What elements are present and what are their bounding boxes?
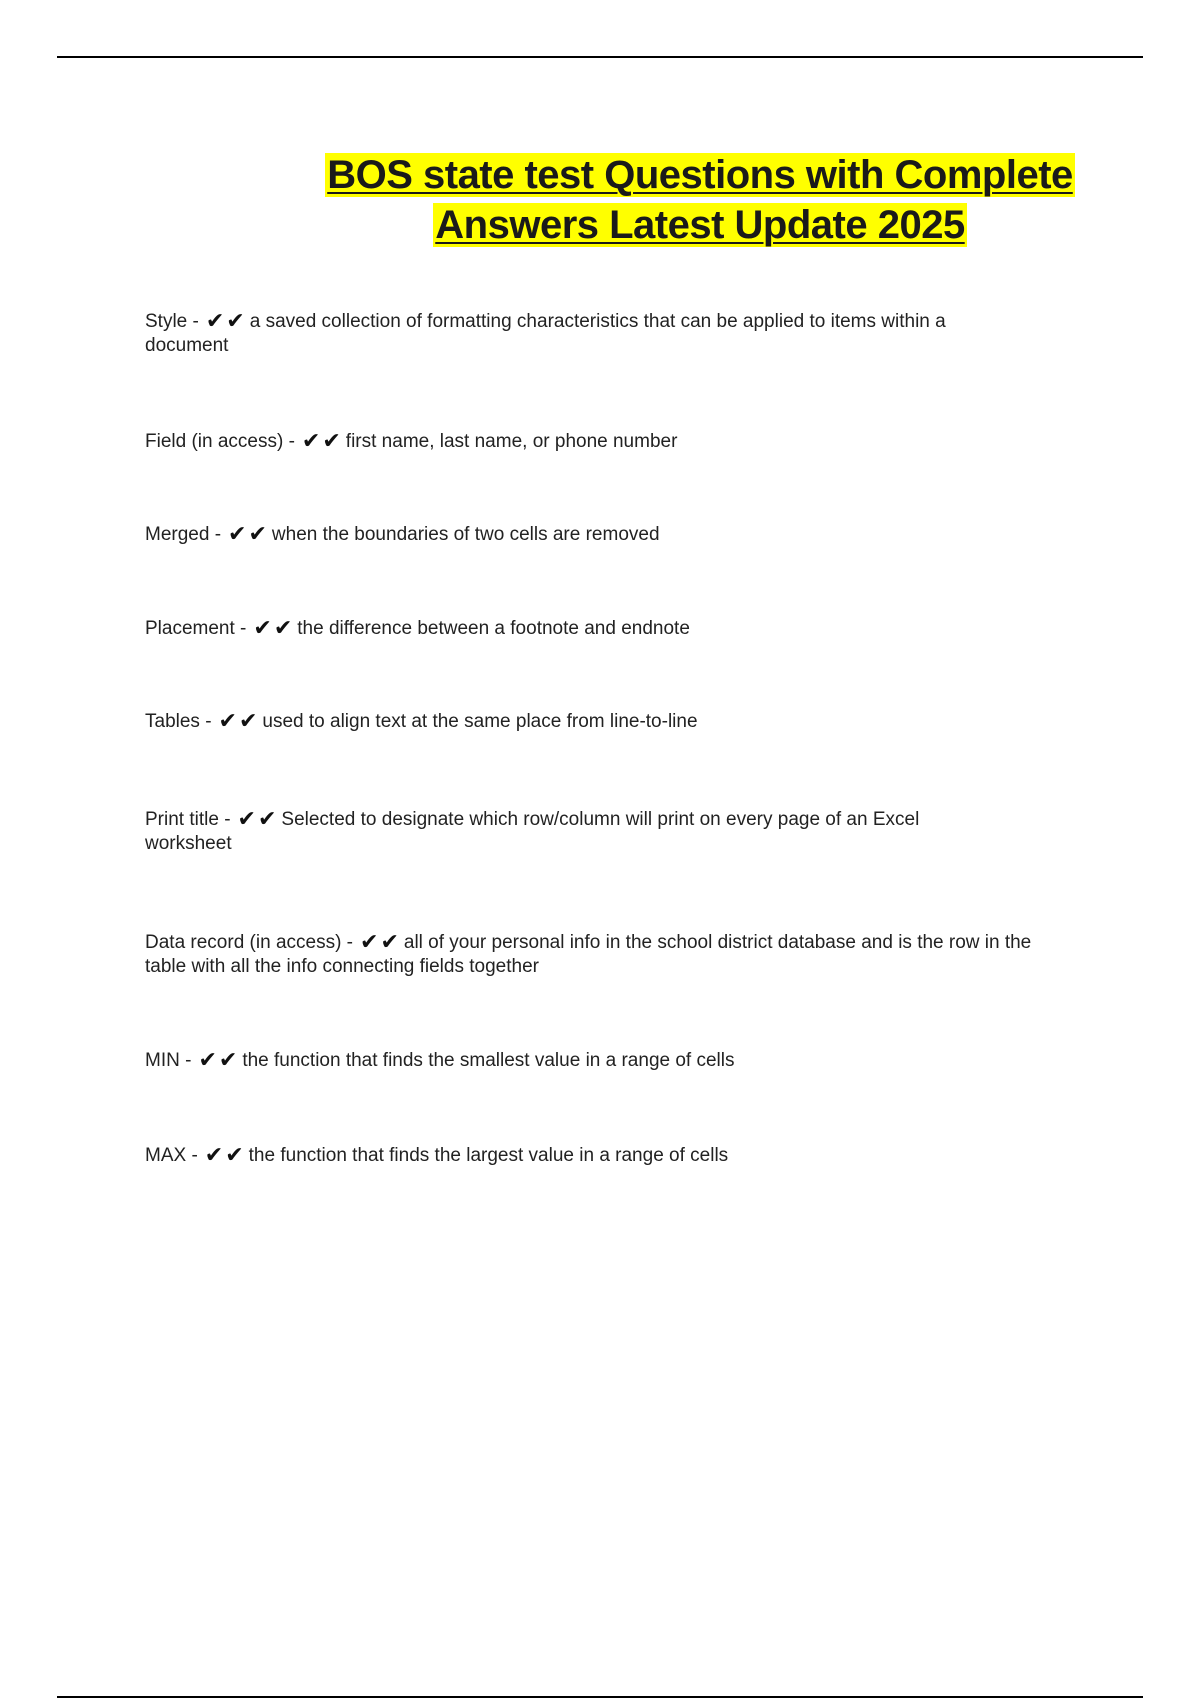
entry-tables bbox=[145, 710, 1065, 734]
check-icon: ✔ bbox=[380, 929, 399, 954]
entry-term: MIN - bbox=[145, 1050, 192, 1071]
entry-print-title bbox=[145, 808, 975, 856]
check-icon: ✔ bbox=[218, 1047, 238, 1072]
entry-term: Data record (in access) - bbox=[145, 932, 354, 953]
check-icon: ✔ bbox=[257, 806, 277, 831]
top-divider bbox=[57, 56, 1143, 58]
check-icon: ✔ bbox=[225, 1142, 244, 1167]
entry-term: Style - bbox=[145, 311, 199, 332]
check-icon: ✔ bbox=[226, 308, 245, 333]
entry-data-record bbox=[145, 931, 1075, 979]
check-icon: ✔ bbox=[228, 521, 247, 546]
bottom-divider bbox=[57, 1696, 1143, 1698]
entry-max bbox=[145, 1144, 1065, 1168]
title-line-2: Answers Latest Update 2025 bbox=[435, 203, 965, 247]
entry-term: Tables - bbox=[145, 711, 212, 732]
entry-merged bbox=[145, 523, 1065, 547]
entry-placement bbox=[145, 617, 1065, 641]
title-line-1: BOS state test Questions with Complete bbox=[327, 153, 1073, 197]
entry-definition: the function that finds the smallest value in a range of cells bbox=[242, 1050, 735, 1071]
check-icon: ✔ bbox=[237, 806, 256, 831]
entry-term: Placement - bbox=[145, 618, 247, 639]
entry-min bbox=[145, 1049, 1065, 1073]
check-icon: ✔ bbox=[253, 615, 272, 640]
entry-definition: the function that finds the largest value in a range of cells bbox=[248, 1145, 729, 1166]
entry-definition: used to align text at the same place from line-to-line bbox=[262, 711, 698, 732]
entry-term: Field (in access) - bbox=[145, 431, 295, 452]
check-icon: ✔ bbox=[301, 428, 321, 453]
entry-definition: when the boundaries of two cells are removed bbox=[271, 524, 660, 545]
entry-definition: first name, last name, or phone number bbox=[345, 431, 678, 452]
check-icon: ✔ bbox=[218, 708, 237, 733]
check-icon: ✔ bbox=[204, 1142, 224, 1167]
entry-style bbox=[145, 310, 1025, 358]
check-icon: ✔ bbox=[248, 521, 267, 546]
entry-term: Merged - bbox=[145, 524, 222, 545]
entry-definition: Selected to designate which row/column will print on every page of an Excel worksheet bbox=[145, 809, 920, 854]
entry-field bbox=[145, 430, 1065, 454]
entry-definition: the difference between a footnote and endnote bbox=[297, 618, 690, 639]
check-icon: ✔ bbox=[360, 929, 379, 954]
entry-definition: a saved collection of formatting characteristics that can be applied to items within a document bbox=[145, 311, 946, 356]
check-icon: ✔ bbox=[273, 615, 293, 640]
check-icon: ✔ bbox=[322, 428, 341, 453]
document-title bbox=[300, 150, 1100, 250]
entry-term: MAX - bbox=[145, 1145, 198, 1166]
check-icon: ✔ bbox=[205, 308, 225, 333]
check-icon: ✔ bbox=[238, 708, 258, 733]
entry-term: Print title - bbox=[145, 809, 231, 830]
check-icon: ✔ bbox=[198, 1047, 217, 1072]
entry-definition: all of your personal info in the school district database and is the row in the table with all the info connecting fields together bbox=[145, 932, 1032, 977]
